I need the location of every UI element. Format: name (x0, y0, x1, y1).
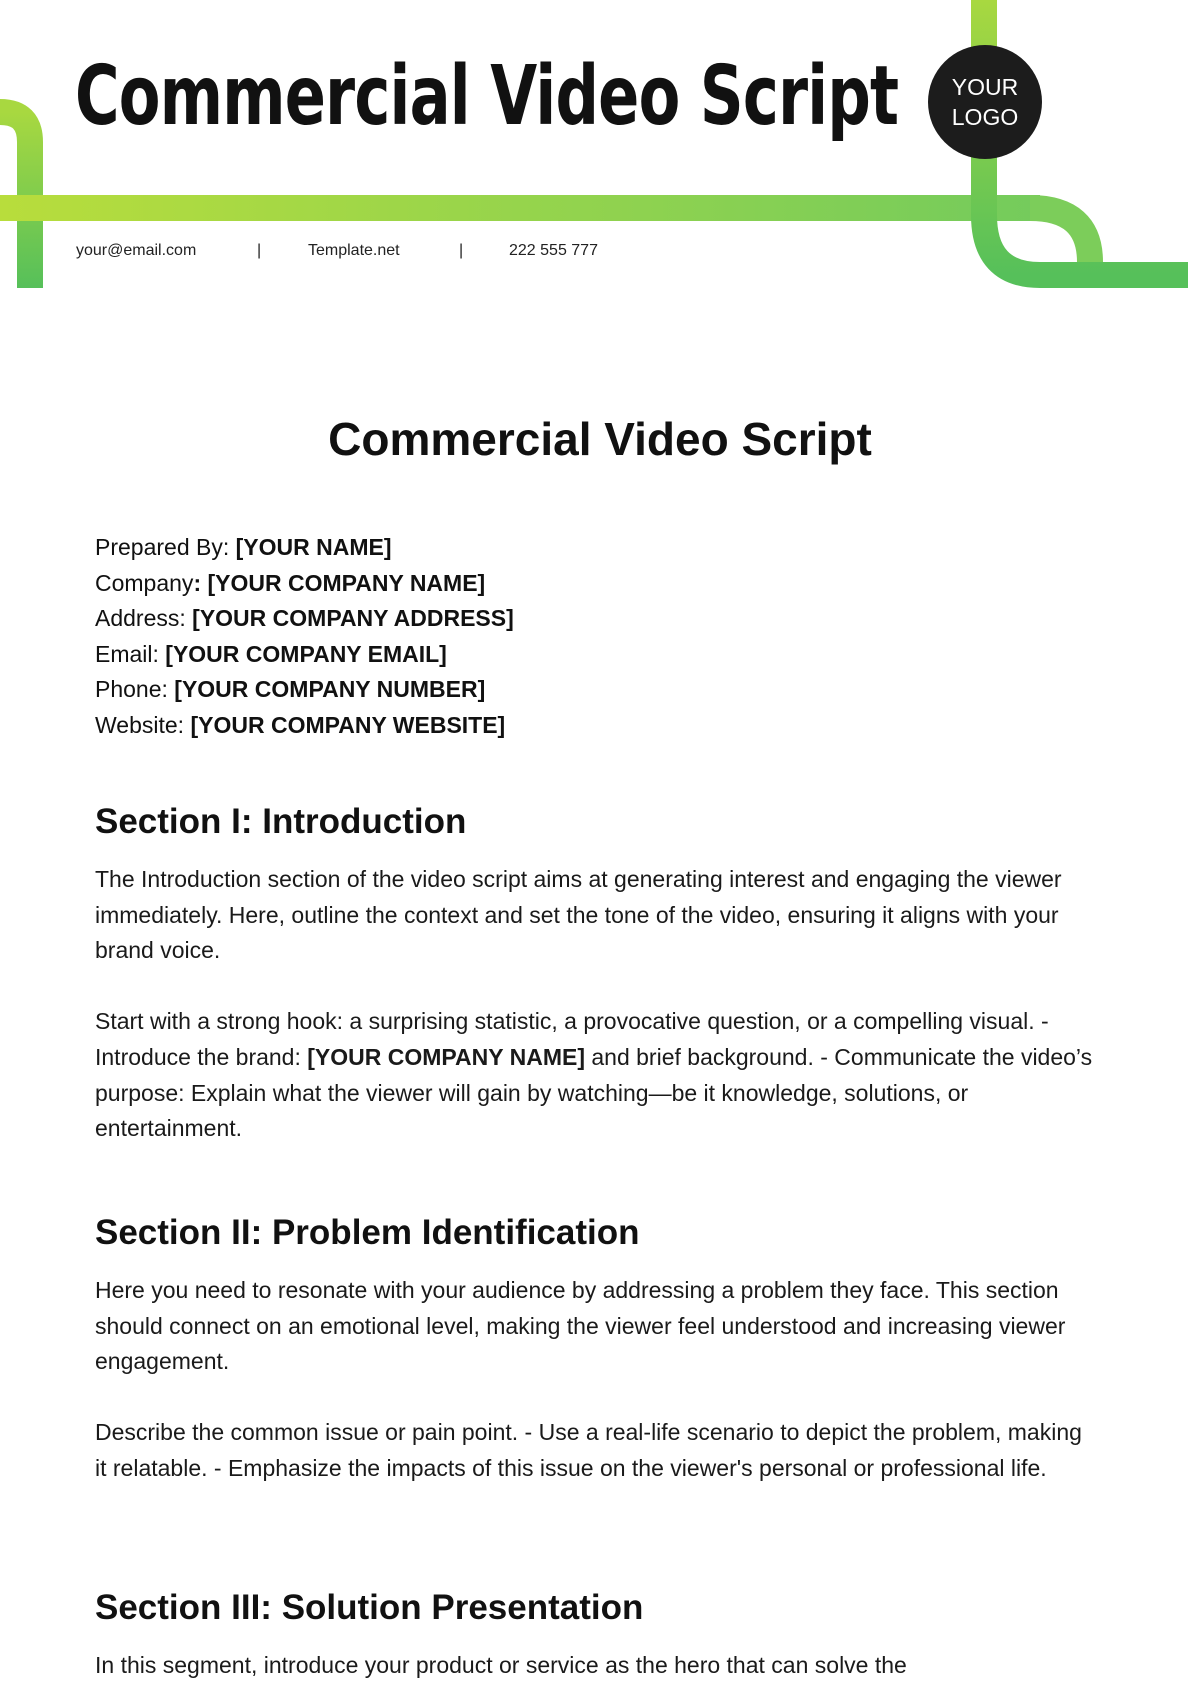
meta-phone: Phone: [YOUR COMPANY NUMBER] (95, 676, 486, 703)
section-paragraph: Here you need to resonate with your audience by addressing a problem they face. This section should connect on an emotional level, making the viewer feel understood and increasing viewer engagement. (95, 1277, 1066, 1375)
contact-separator: | (459, 242, 464, 259)
meta-prepared-by: Prepared By: [YOUR NAME] (95, 534, 392, 560)
contact-separator: | (257, 242, 262, 259)
section-heading: Section III: Solution Presentation (95, 1588, 644, 1627)
section-solution-presentation (95, 1586, 1095, 1684)
section-paragraph: The Introduction section of the video script aims at generating interest and engaging the viewer immediately. Here, outline the context and set the tone of the video, ensuring it aligns with your brand voice. (95, 866, 1062, 964)
logo-text-line2: LOGO (951, 104, 1019, 130)
section-heading: Section II: Problem Identification (95, 1213, 640, 1252)
section-paragraph: In this segment, introduce your product or service as the hero that can solve the (95, 1652, 907, 1678)
document-title: Commercial Video Script (328, 413, 872, 465)
logo-text-line1: YOUR (951, 74, 1019, 100)
section-heading: Section I: Introduction (95, 802, 467, 841)
right-curve-band (1030, 208, 1090, 262)
header-band (0, 195, 1040, 221)
section-problem-identification (95, 1211, 1095, 1487)
meta-website: Website: [YOUR COMPANY WEBSITE] (95, 711, 506, 738)
meta-address: Address: [YOUR COMPANY ADDRESS] (95, 605, 514, 632)
logo (928, 45, 1042, 159)
header-title: Commercial Video Script (75, 49, 899, 144)
contact-website: Template.net (308, 242, 400, 259)
meta-company: Company: [YOUR COMPANY NAME] (95, 569, 486, 596)
section-introduction (95, 800, 1095, 1147)
meta-email: Email: [YOUR COMPANY EMAIL] (95, 640, 447, 667)
section-paragraph: Describe the common issue or pain point. - Use a real-life scenario to depict the problem, making it relatable. - Emphasize the impacts of this issue on the viewer's personal or professional life. (95, 1419, 1082, 1481)
prepared-info (95, 530, 514, 744)
contact-email: your@email.com (76, 242, 197, 259)
section-paragraph: Start with a strong hook: a surprising statistic, a provocative question, or a compelling visual. - Introduce the brand: [YOUR COMPANY NAME] and brief background. - Communicate the video’s purpose: Explain what the viewer will gain by watching—be it knowledge, solutions, or entertainment. (95, 1008, 1093, 1142)
contact-phone: 222 555 777 (509, 242, 598, 259)
